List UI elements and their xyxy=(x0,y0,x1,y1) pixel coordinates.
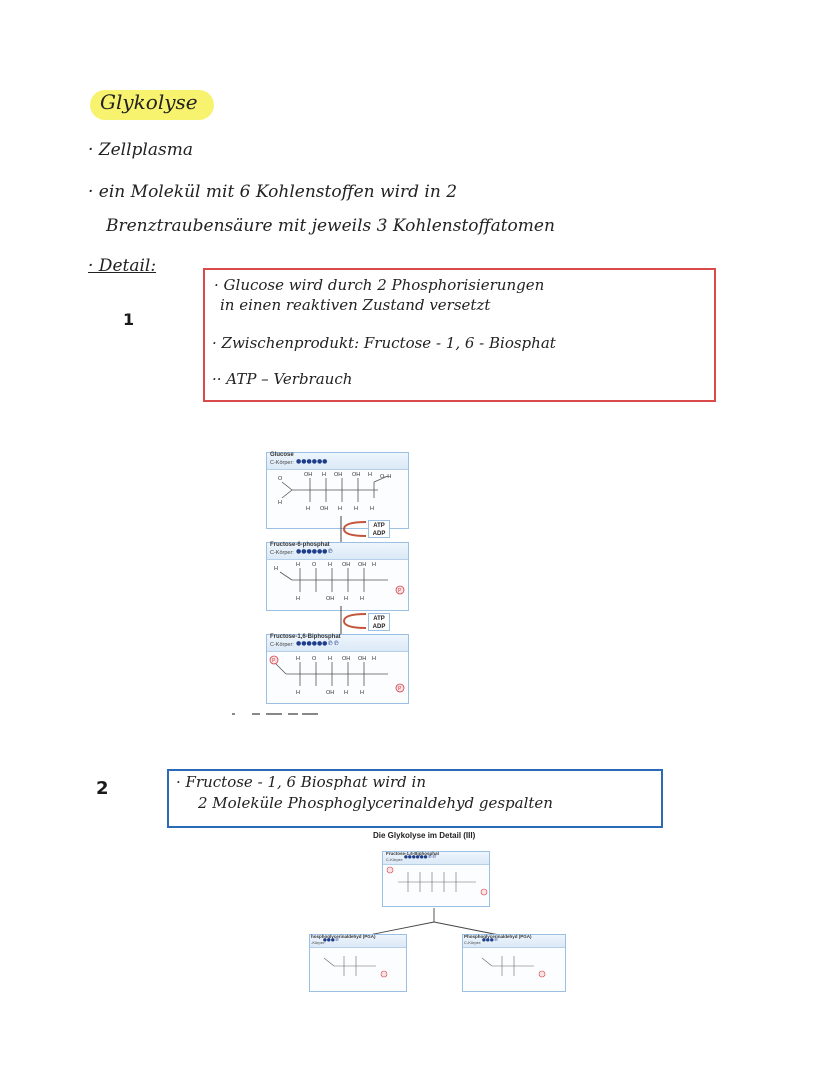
svg-text:H: H xyxy=(328,656,332,662)
arrow-1-adp: ADP xyxy=(372,531,386,537)
fructose-bisphosphate-c-label: C-Körper: xyxy=(270,642,294,648)
fructose-6-phosphate-carbon-dots: ●●●●●●℗ xyxy=(296,548,334,555)
svg-text:OH: OH xyxy=(342,656,351,662)
fructose-bisphosphate-structure-icon xyxy=(270,652,410,702)
svg-text:OH: OH xyxy=(342,562,351,568)
arrow-2-atp: ATP xyxy=(373,616,385,622)
svg-text:OH: OH xyxy=(358,562,367,568)
step-1-bullet-1a: · Glucose wird durch 2 Phosphorisierungen xyxy=(214,276,545,294)
page-title: Glykolyse xyxy=(100,90,198,114)
cropped-caption-strip xyxy=(232,712,322,716)
pga-left-structure-icon xyxy=(320,948,400,988)
svg-text:H: H xyxy=(368,472,372,478)
pga-right-c-label: C-Körper: xyxy=(464,940,482,945)
svg-text:H: H xyxy=(354,506,358,512)
note-detail: · Detail: xyxy=(88,256,157,276)
svg-text:H: H xyxy=(274,566,278,572)
svg-text:H: H xyxy=(360,596,364,602)
split-top-structure-icon xyxy=(386,864,490,904)
pga-left-carbon-dots: ●●●℗ xyxy=(323,938,340,943)
svg-text:H: H xyxy=(360,690,364,696)
arrow-2-adp: ADP xyxy=(372,624,386,630)
arrow-2-atp-adp-box xyxy=(368,613,390,631)
svg-text:P: P xyxy=(398,588,402,594)
svg-text:H: H xyxy=(296,596,300,602)
step-2-line-a: · Fructose - 1, 6 Biosphat wird in xyxy=(176,773,426,791)
glucose-title: Glucose xyxy=(270,452,294,458)
step-2-line-b: 2 Moleküle Phosphoglycerinaldehyd gespalten xyxy=(198,794,553,812)
split-top-c-label: C-Körper: xyxy=(386,857,404,862)
pga-right-structure-icon xyxy=(478,948,558,988)
svg-text:OH: OH xyxy=(304,472,313,478)
svg-text:O: O xyxy=(278,476,283,482)
fructose-bisphosphate-title: Fructose-1,6-Biphosphat xyxy=(270,634,341,640)
diagram-2-heading: Die Glykolyse im Detail (III) xyxy=(373,831,476,840)
svg-text:H: H xyxy=(328,562,332,568)
svg-text:H: H xyxy=(344,690,348,696)
svg-text:OH: OH xyxy=(334,472,343,478)
svg-text:OH: OH xyxy=(326,596,335,602)
fructose-6-phosphate-title: Fructose-6-phosphat xyxy=(270,542,330,548)
svg-text:H: H xyxy=(338,506,342,512)
step-2-number: 2 xyxy=(96,778,109,799)
step-1-bullet-3: ·· ATP – Verbrauch xyxy=(212,370,353,388)
svg-text:H: H xyxy=(306,506,310,512)
svg-text:H: H xyxy=(296,690,300,696)
glucose-carbon-dots: ●●●●●● xyxy=(296,458,328,465)
svg-text:H: H xyxy=(278,500,282,506)
svg-text:OH: OH xyxy=(320,506,329,512)
pga-left-title: hosphoglycerinaldehyd (PGA) xyxy=(311,934,376,939)
svg-text:O: O xyxy=(312,562,317,568)
step-1-number: 1 xyxy=(123,310,135,329)
step-1-bullet-2: · Zwischenprodukt: Fructose - 1, 6 - Biosphat xyxy=(212,334,556,352)
note-line-2a: · ein Molekül mit 6 Kohlenstoffen wird in 2 xyxy=(88,182,458,202)
pga-right-carbon-dots: ●●●℗ xyxy=(482,938,499,943)
svg-text:O: O xyxy=(312,656,317,662)
note-zellplasma: · Zellplasma xyxy=(88,140,193,160)
arrow-1-atp: ATP xyxy=(373,523,385,529)
svg-text:H: H xyxy=(372,656,376,662)
svg-text:H: H xyxy=(322,472,326,478)
pga-right-title: Phosphoglycerinaldehyd (PGA) xyxy=(464,934,532,939)
svg-text:H: H xyxy=(370,506,374,512)
svg-text:P: P xyxy=(398,686,402,692)
svg-text:O–H: O–H xyxy=(380,474,392,480)
fructose-6-phosphate-structure-icon xyxy=(270,558,410,608)
svg-text:OH: OH xyxy=(352,472,361,478)
step-1-bullet-1b: in einen reaktiven Zustand versetzt xyxy=(220,296,491,314)
arrow-1-atp-adp-box xyxy=(368,520,390,538)
split-top-title: Fructose-1,6-Biphosphat xyxy=(386,851,440,856)
glucose-c-label: C-Körper: xyxy=(270,460,294,466)
svg-text:H: H xyxy=(344,596,348,602)
svg-text:P: P xyxy=(272,658,276,664)
svg-text:H: H xyxy=(296,656,300,662)
svg-text:H: H xyxy=(372,562,376,568)
fructose-bisphosphate-carbon-dots: ●●●●●●℗℗ xyxy=(296,640,340,647)
svg-text:OH: OH xyxy=(326,690,335,696)
svg-text:H: H xyxy=(296,562,300,568)
fructose-6-phosphate-c-label: C-Körper: xyxy=(270,550,294,556)
note-line-2b: Brenztraubensäure mit jeweils 3 Kohlenstoffatomen xyxy=(106,216,555,236)
split-top-carbon-dots: ●●●●●●℗℗ xyxy=(404,855,437,860)
pga-left-c-label: -Körper: xyxy=(311,940,326,945)
svg-text:OH: OH xyxy=(358,656,367,662)
glucose-structure-icon xyxy=(270,468,410,518)
